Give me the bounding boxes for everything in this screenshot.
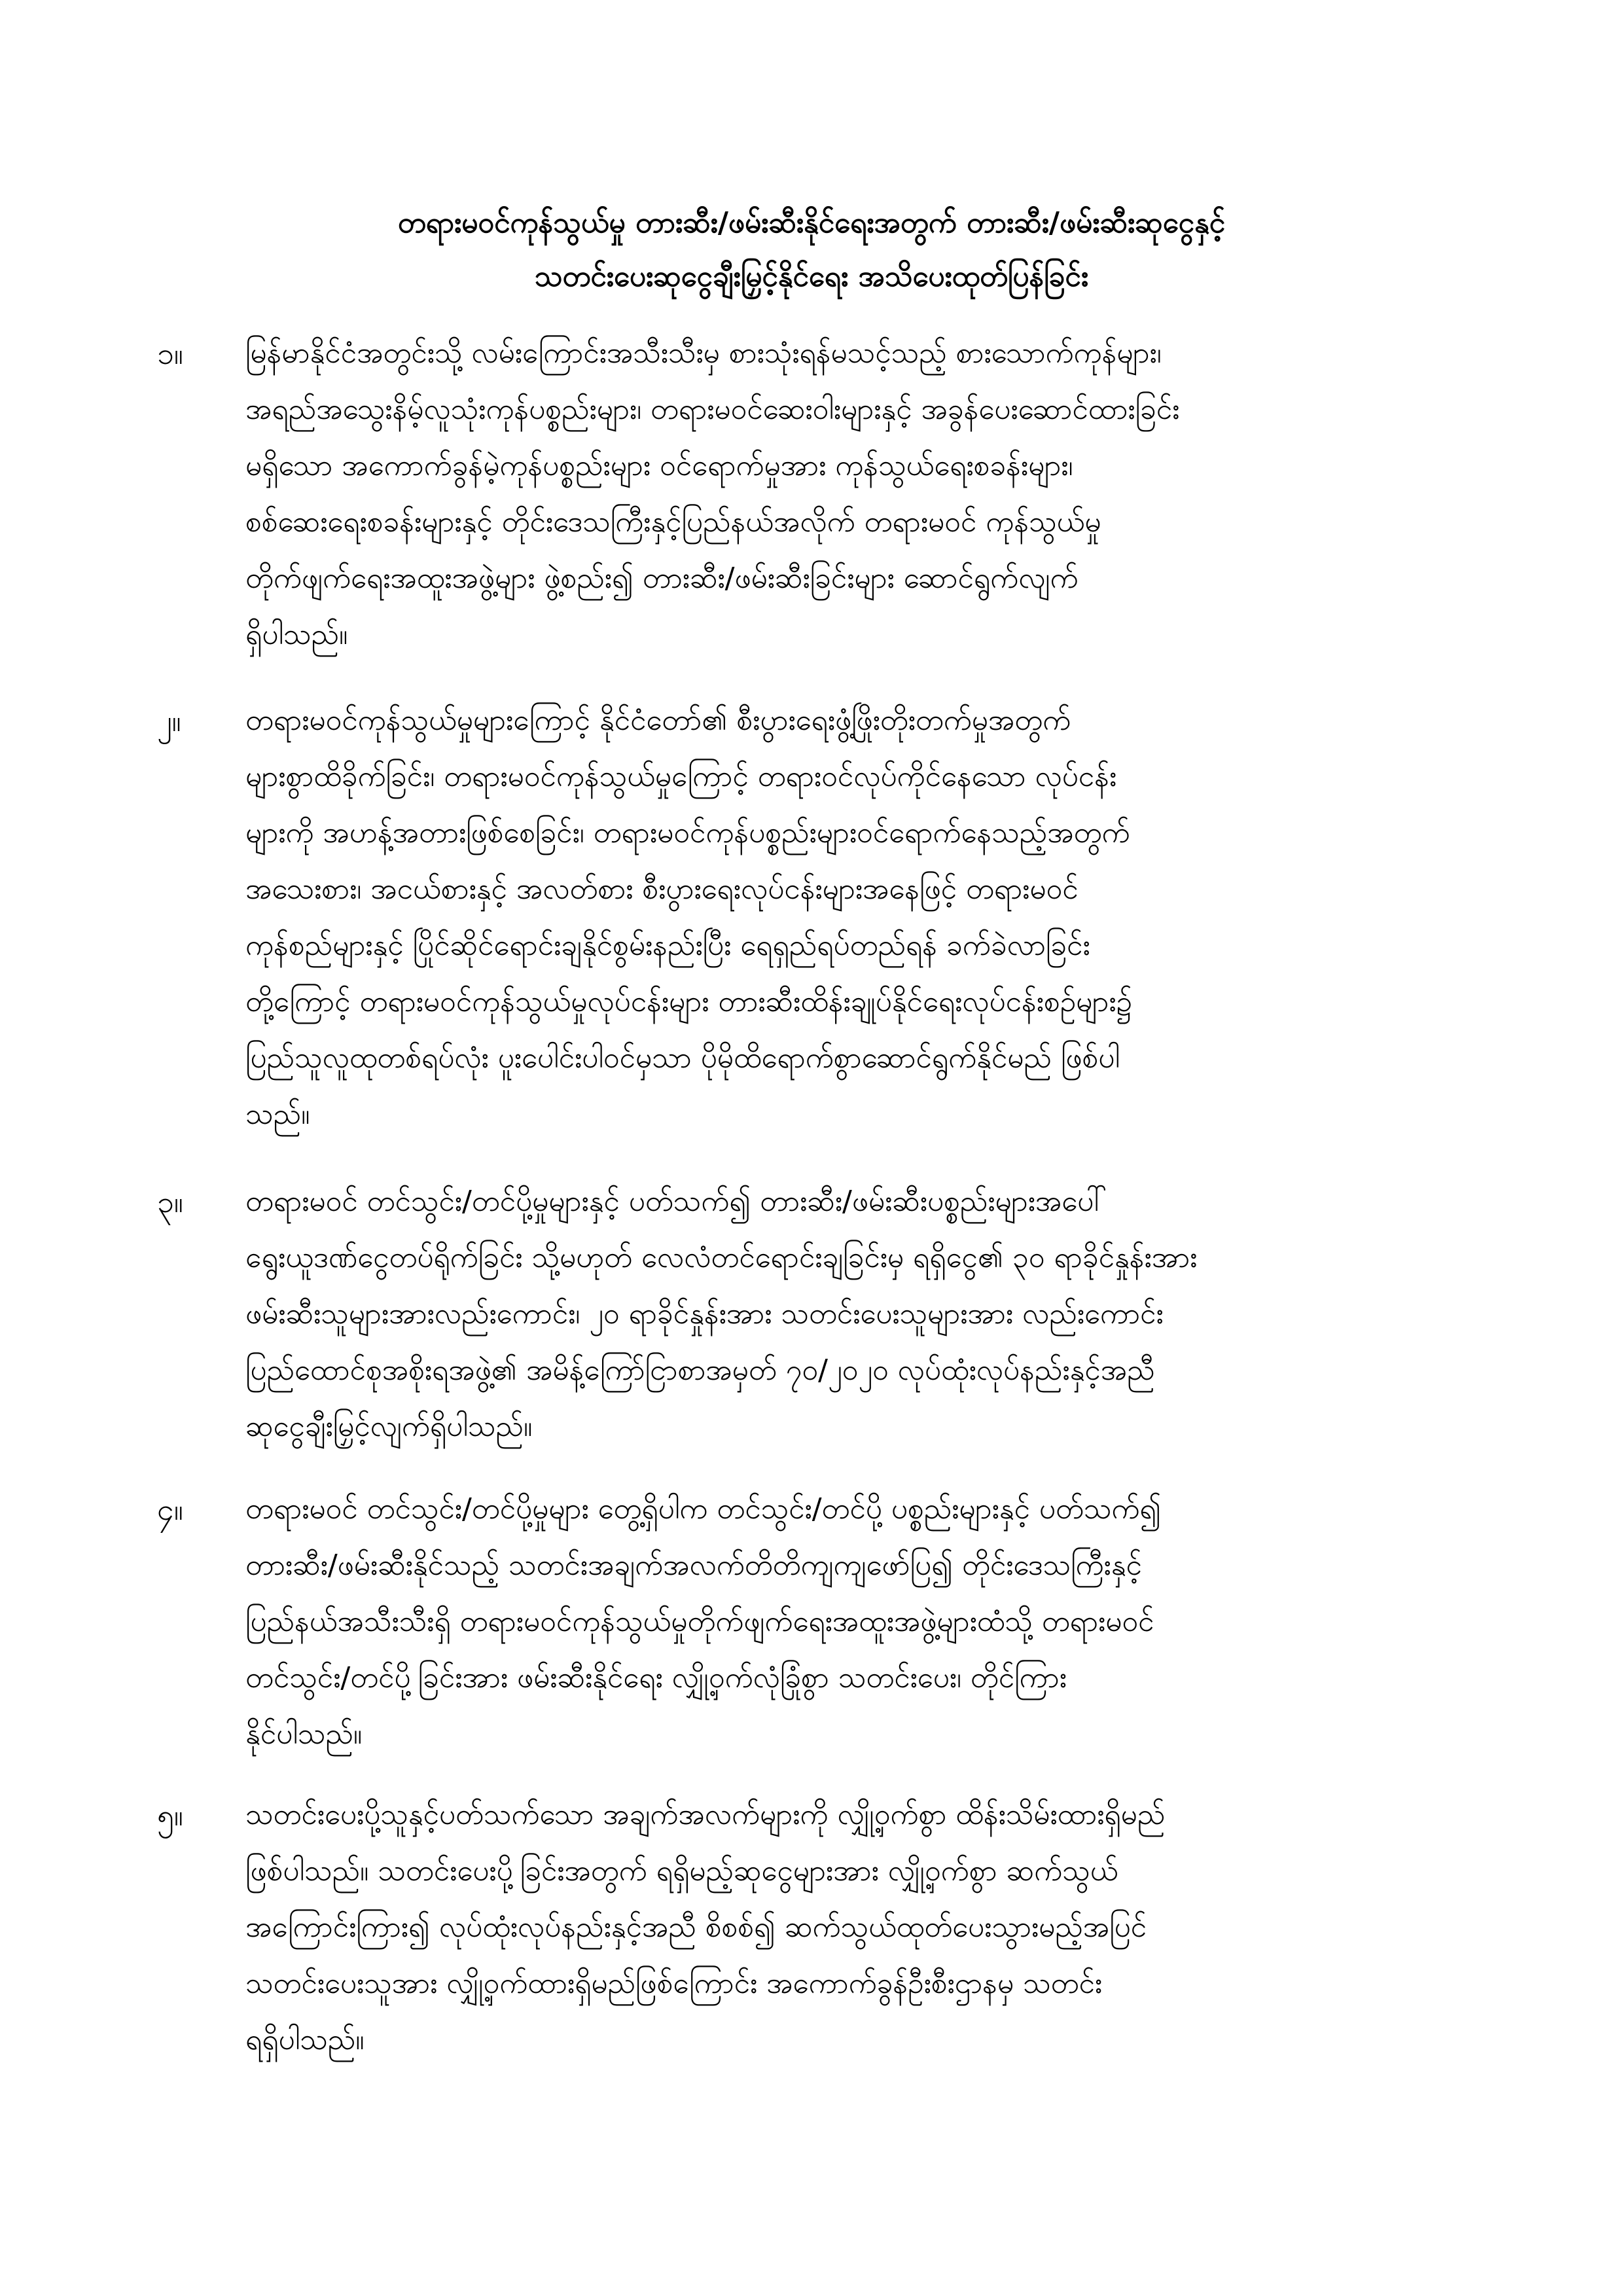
paragraph-line: ဖြစ်ပါသည်။ သတင်းပေးပို့ခြင်းအတွက် ရရှိမည့်ဆုငွေများအား လျှို့ဝှက်စွာ ဆက်သွယ် [245,1854,1118,1888]
paragraph-number: ၁။ [157,336,183,371]
title-line-1: တရားမဝင်ကုန်သွယ်မှု တားဆီး/ဖမ်းဆီးနိုင်ရေးအတွက် တားဆီး/ဖမ်းဆီးဆုငွေနှင့် [397,206,1226,240]
paragraph-line: ပြည်ထောင်စုအစိုးရအဖွဲ့၏ အမိန့်ကြော်ငြာစာအမှတ် ၇၀/၂၀၂၀ လုပ်ထုံးလုပ်နည်းနှင့်အညီ [245,1354,1155,1387]
paragraph-body [245,325,1466,663]
paragraph-line: သည်။ [245,1098,310,1131]
paragraph-number: ၃။ [157,1184,183,1219]
paragraph-line: ရှိပါသည်။ [245,618,348,651]
paragraph-number: ၅။ [157,1797,183,1833]
paragraph-line: တားဆီး/ဖမ်းဆီးနိုင်သည့် သတင်းအချက်အလက်တိတိကျကျဖော်ပြ၍ တိုင်းဒေသကြီးနှင့် [245,1549,1142,1582]
paragraph-line: နိုင်ပါသည်။ [245,1717,363,1751]
paragraph-body [245,1481,1466,1763]
paragraph-line: သတင်းပေးပို့သူနှင့်ပတ်သက်သော အချက်အလက်များကို လျှို့ဝှက်စွာ ထိန်းသိမ်းထားရှိမည် [245,1798,1166,1831]
paragraph-line: သတင်းပေးသူအား လျှို့ဝှက်ထားရှိမည်ဖြစ်ကြောင်း အကောက်ခွန်ဦးစီးဌာနမှ သတင်း [245,1967,1103,2000]
paragraph-line: ပြည်နယ်အသီးသီးရှိ တရားမဝင်ကုန်သွယ်မှုတိုက်ဖျက်ရေးအထူးအဖွဲ့များထံသို့ တရားမဝင် [245,1605,1154,1638]
paragraph-line: တရားမဝင်ကုန်သွယ်မှုများကြောင့် နိုင်ငံတော်၏ စီးပွားရေးဖွံ့ဖြိုးတိုးတက်မှုအတွက် [245,704,1071,737]
paragraph-line: စစ်ဆေးရေးစခန်းများနှင့် တိုင်းဒေသကြီးနှင့်ပြည်နယ်အလိုက် တရားမဝင် ကုန်သွယ်မှု [245,505,1101,539]
paragraph-line: များစွာထိခိုက်ခြင်း၊ တရားမဝင်ကုန်သွယ်မှုကြောင့် တရားဝင်လုပ်ကိုင်နေသော လုပ်ငန်း [245,760,1117,793]
paragraph-line: တိုက်ဖျက်ရေးအထူးအဖွဲ့များ ဖွဲ့စည်း၍ တားဆီး/ဖမ်းဆီးခြင်းများ ဆောင်ရွက်လျက် [245,562,1079,595]
paragraph-body [245,1787,1466,2068]
paragraph-line: မြန်မာနိုင်ငံအတွင်းသို့ လမ်းကြောင်းအသီးသီးမှ စားသုံးရန်မသင့်သည့် စားသောက်ကုန်များ၊ [245,336,1162,370]
paragraph-line: များကို အဟန့်အတားဖြစ်စေခြင်း၊ တရားမဝင်ကုန်ပစ္စည်းများဝင်ရောက်နေသည့်အတွက် [245,816,1130,850]
paragraph-line: ရွေးယူဒဏ်ငွေတပ်ရိုက်ခြင်း သို့မဟုတ် လေလံတင်ရောင်းချခြင်းမှ ရရှိငွေ၏ ၃၀ ရာခိုင်နှုန်းအား [245,1241,1198,1274]
paragraph-line: အရည်အသွေးနိမ့်လူသုံးကုန်ပစ္စည်းများ၊ တရားမဝင်ဆေးဝါးများနှင့် အခွန်ပေးဆောင်ထားခြင်း [245,393,1180,426]
paragraph-line: ဖမ်းဆီးသူများအားလည်းကောင်း၊ ၂၀ ရာခိုင်နှုန်းအား သတင်းပေးသူများအား လည်းကောင်း [245,1297,1164,1331]
paragraph-line: တို့ကြောင့် တရားမဝင်ကုန်သွယ်မှုလုပ်ငန်းများ တားဆီးထိန်းချုပ်နိုင်ရေးလုပ်ငန်းစဉ်များ၌ [245,985,1132,1018]
paragraph-line: ရရှိပါသည်။ [245,2023,365,2056]
paragraph-line: ပြည်သူလူထုတစ်ရပ်လုံး ပူးပေါင်းပါဝင်မှသာ ပိုမိုထိရောက်စွာဆောင်ရွက်နိုင်မည် ဖြစ်ပါ [245,1041,1120,1075]
paragraph-line: အကြောင်းကြား၍ လုပ်ထုံးလုပ်နည်းနှင့်အညီ စိစစ်၍ ဆက်သွယ်ထုတ်ပေးသွားမည့်အပြင် [245,1910,1147,1944]
paragraph-line: တင်သွင်း/တင်ပို့ခြင်းအား ဖမ်းဆီးနိုင်ရေး လျှို့ဝှက်လုံခြုံစွာ သတင်းပေး၊ တိုင်ကြား [245,1661,1067,1695]
paragraph-line: မရှိသော အကောက်ခွန်မဲ့ကုန်ပစ္စည်းများ ဝင်ရောက်မှုအား ကုန်သွယ်ရေးစခန်းများ၊ [245,449,1073,482]
title-line-2: သတင်းပေးဆုငွေချီးမြှင့်နိုင်ရေး အသိပေးထုတ်ပြန်ခြင်း [535,260,1088,293]
document-title [196,196,1427,304]
paragraph-line: ဆုငွေချီးမြှင့်လျက်ရှိပါသည်။ [245,1410,533,1443]
paragraph-body [245,692,1466,1143]
paragraph-number: ၄။ [157,1492,183,1527]
paragraph-line: တရားမဝင် တင်သွင်း/တင်ပို့မှုများနှင့် ပတ်သက်၍ တားဆီး/ဖမ်းဆီးပစ္စည်းများအပေါ် [245,1185,1107,1218]
paragraph-line: အသေးစား၊ အငယ်စားနှင့် အလတ်စား စီးပွားရေးလုပ်ငန်းများအနေဖြင့် တရားမဝင် [245,872,1079,906]
paragraph-line: ကုန်စည်များနှင့် ပြိုင်ဆိုင်ရောင်းချနိုင်စွမ်းနည်းပြီး ရေရှည်ရပ်တည်ရန် ခက်ခဲလာခြင်း [245,929,1090,962]
paragraph-body [245,1174,1466,1455]
paragraph-number: ၂။ [157,703,181,738]
paragraph-line: တရားမဝင် တင်သွင်း/တင်ပို့မှုများ တွေ့ရှိပါက တင်သွင်း/တင်ပို့ ပစ္စည်းများနှင့် ပတ်သက်၍ [245,1492,1162,1526]
